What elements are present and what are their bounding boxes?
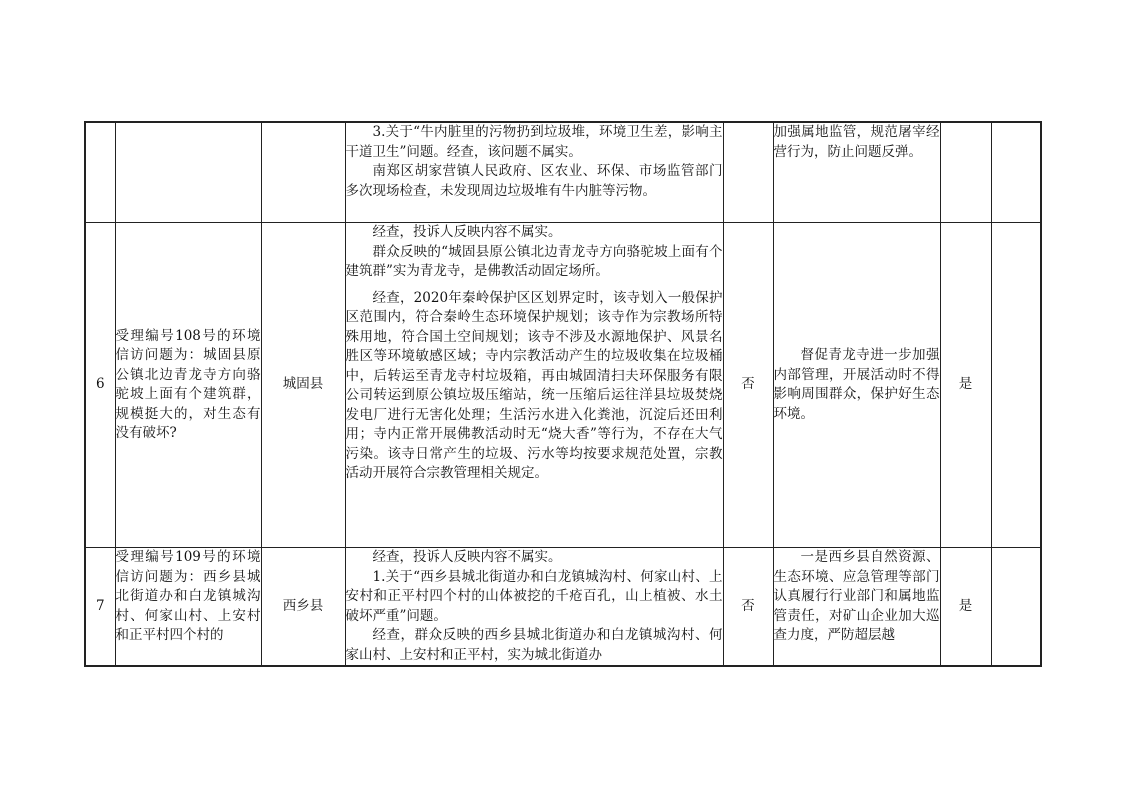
detail-paragraph: 经查，群众反映的西乡县城北街道办和白龙镇城沟村、何家山村、上安村和正平村，实为城北街道办 <box>345 627 723 663</box>
is-true-cell <box>723 122 773 223</box>
measures-text: 一是西乡县自然资源、生态环境、应急管理等部门认真履行行业部门和属地监管责任，对矿山企业加大巡查力度，严防超层越 <box>773 549 940 643</box>
completed-cell: 是 <box>940 223 991 548</box>
detail-paragraph: 经查，投诉人反映内容不属实。 <box>372 549 562 565</box>
completed-cell: 是 <box>940 548 991 667</box>
completed-cell <box>940 122 991 223</box>
empty-cell <box>991 122 1041 223</box>
detail-paragraph: 经查，投诉人反映内容不属实。 <box>372 224 562 240</box>
measures-cell <box>773 223 940 548</box>
county-name: 城固县 <box>261 223 345 548</box>
issue-text: 受理编号108号的环境信访问题为：城固县原公镇北边青龙寺方向骆驼坡上面有个建筑群，规模挺大的，对生态有没有破坏? <box>115 327 261 441</box>
issue-description <box>115 223 261 548</box>
issue-text: 受理编号109号的环境信访问题为：西乡县城北街道办和白龙镇城沟村、何家山村、上安村和正平村四个村的 <box>115 549 261 643</box>
detail-paragraph: 群众反映的“城固县原公镇北边青龙寺方向骆驼坡上面有个建筑群”实为青龙寺，是佛教活动固定场所。 <box>345 243 723 279</box>
county-name <box>261 122 345 223</box>
measures-text: 加强属地监管，规范屠宰经营行为，防止问题反弹。 <box>773 124 940 160</box>
issue-description <box>115 548 261 667</box>
is-true-cell: 否 <box>723 548 773 667</box>
table-row <box>85 122 1041 223</box>
detail-paragraph: 经查，2020年秦岭保护区区划界定时，该寺划入一般保护区范围内，符合秦岭生态环境保护规划；该寺作为宗教场所特殊用地，符合国土空间规划；该寺不涉及水源地保护、风景名胜区等环境敏感区域；寺内宗教活动产生的垃圾收集在垃圾桶中，后转运至青龙寺村垃圾箱，再由城固清扫夫环保服务有限公司转运到原公镇垃圾压缩站，统一压缩后运往洋县垃圾焚烧发电厂进行无害化处理；生活污水进入化粪池，沉淀后还田利用；寺内正常开展佛教活动时无“烧大香”等行为，不存在大气污染。该寺日常产生的垃圾、污水等均按要求规范处置，宗教活动开展符合宗教管理相关规定。 <box>345 289 723 481</box>
detail-paragraph: 3.关于“牛内脏里的污物扔到垃圾堆，环境卫生差，影响主干道卫生”问题。经查，该问题不属实。 <box>345 124 723 160</box>
measures-cell <box>773 122 940 223</box>
is-true-cell: 否 <box>723 223 773 548</box>
investigation-details <box>345 223 723 548</box>
row-number: 6 <box>85 223 115 548</box>
table-row <box>85 223 1041 548</box>
row-number: 7 <box>85 548 115 667</box>
empty-cell <box>991 548 1041 667</box>
issue-description <box>115 122 261 223</box>
empty-cell <box>991 223 1041 548</box>
county-name: 西乡县 <box>261 548 345 667</box>
complaint-table <box>84 121 1042 667</box>
detail-paragraph: 1.关于“西乡县城北街道办和白龙镇城沟村、何家山村、上安村和正平村四个村的山体被挖的千疮百孔，山上植被、水土破坏严重”问题。 <box>345 568 723 624</box>
row-number <box>85 122 115 223</box>
table-row <box>85 548 1041 667</box>
detail-paragraph: 南郑区胡家营镇人民政府、区农业、环保、市场监管部门多次现场检查，未发现周边垃圾堆有牛内脏等污物。 <box>345 163 723 199</box>
measures-cell <box>773 548 940 667</box>
investigation-details <box>345 548 723 667</box>
investigation-details <box>345 122 723 223</box>
measures-text: 督促青龙寺进一步加强内部管理，开展活动时不得影响周围群众，保护好生态环境。 <box>773 347 940 422</box>
